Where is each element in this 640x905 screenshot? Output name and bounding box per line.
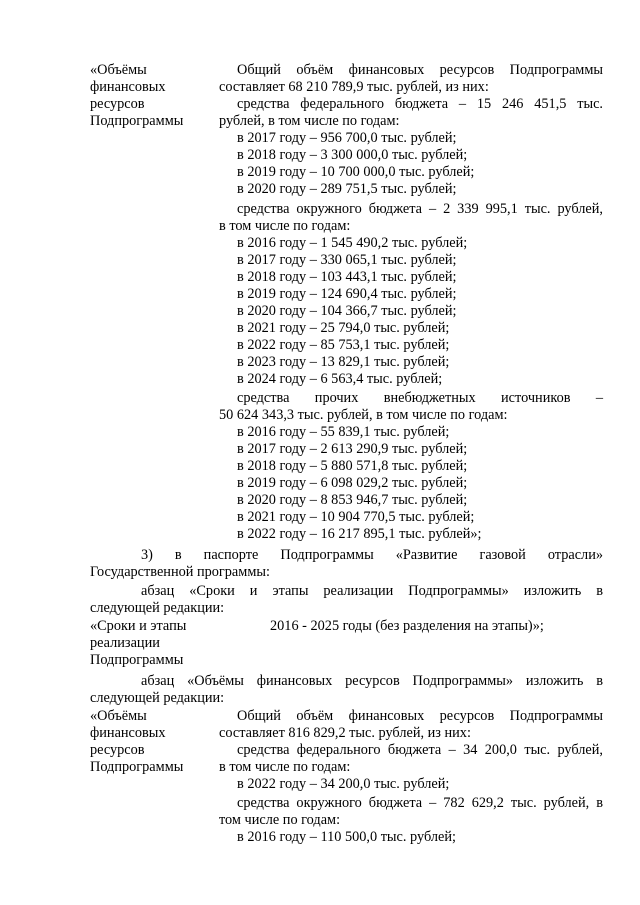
block1-label-line-3: ресурсов [90,96,145,112]
block-srok-label-line-3: Подпрограммы [90,652,184,668]
para3-line-1: 3) в паспорте Подпрограммы «Развитие газовой отрасли» [141,547,603,563]
block1-line: в 2021 году – 10 904 770,5 тыс. рублей; [237,509,475,525]
block1-line: средства окружного бюджета – 2 339 995,1 тыс. рублей, [237,201,603,217]
block1-line: средства прочих внебюджетных источников – [237,390,603,406]
block2-line: в том числе по годам: [219,759,351,775]
block1-line: 50 624 343,3 тыс. рублей, в том числе по годам: [219,407,508,423]
block2-line: средства окружного бюджета – 782 629,2 тыс. рублей, в [237,795,603,811]
block2-line: Общий объём финансовых ресурсов Подпрограммы [237,708,603,724]
block1-line: в том числе по годам: [219,218,351,234]
block1-line: в 2017 году – 956 700,0 тыс. рублей; [237,130,457,146]
para3-line-2: Государственной программы: [90,564,270,580]
block1-line: в 2016 году – 55 839,1 тыс. рублей; [237,424,450,440]
block1-line: в 2018 году – 5 880 571,8 тыс. рублей; [237,458,468,474]
para-obem-line-1: абзац «Объёмы финансовых ресурсов Подпрограммы» изложить в [141,673,603,689]
block1-line: в 2017 году – 330 065,1 тыс. рублей; [237,252,457,268]
block2-label-line-4: Подпрограммы [90,759,184,775]
block-srok-label-line-2: реализации [90,635,160,651]
block2-label-line-2: финансовых [90,725,166,741]
block2-label-line-3: ресурсов [90,742,145,758]
block1-line: в 2022 году – 85 753,1 тыс. рублей; [237,337,450,353]
block1-label-line-1: «Объёмы [90,62,147,78]
block1-line: в 2021 году – 25 794,0 тыс. рублей; [237,320,450,336]
block1-line: в 2020 году – 104 366,7 тыс. рублей; [237,303,457,319]
block1-line: средства федерального бюджета – 15 246 451,5 тыс. [237,96,603,112]
block2-label-line-1: «Объёмы [90,708,147,724]
block1-label-line-4: Подпрограммы [90,113,184,129]
block2-line: средства федерального бюджета – 34 200,0 тыс. рублей, [237,742,603,758]
block1-line: рублей, в том числе по годам: [219,113,400,129]
block2-line: в 2022 году – 34 200,0 тыс. рублей; [237,776,450,792]
block1-line: в 2023 году – 13 829,1 тыс. рублей; [237,354,450,370]
block2-line: в 2016 году – 110 500,0 тыс. рублей; [237,829,456,845]
para-obem-line-2: следующей редакции: [90,690,225,706]
block1-line: в 2022 году – 16 217 895,1 тыс. рублей»; [237,526,482,542]
block-srok-value: 2016 - 2025 годы (без разделения на этапы)»; [270,618,544,634]
block2-line: том числе по годам: [219,812,341,828]
block1-line: в 2018 году – 3 300 000,0 тыс. рублей; [237,147,468,163]
block1-label-line-2: финансовых [90,79,166,95]
block1-line: в 2020 году – 289 751,5 тыс. рублей; [237,181,457,197]
block1-line: в 2018 году – 103 443,1 тыс. рублей; [237,269,457,285]
block1-line: в 2019 году – 6 098 029,2 тыс. рублей; [237,475,468,491]
para-srok-line-2: следующей редакции: [90,600,225,616]
block2-line: составляет 816 829,2 тыс. рублей, из них: [219,725,471,741]
block1-line: составляет 68 210 789,9 тыс. рублей, из них: [219,79,489,95]
para-srok-line-1: абзац «Сроки и этапы реализации Подпрограммы» изложить в [141,583,603,599]
block1-line: в 2019 году – 10 700 000,0 тыс. рублей; [237,164,475,180]
block1-line: в 2019 году – 124 690,4 тыс. рублей; [237,286,457,302]
block1-line: в 2016 году – 1 545 490,2 тыс. рублей; [237,235,468,251]
block1-line: в 2017 году – 2 613 290,9 тыс. рублей; [237,441,468,457]
block1-line: Общий объём финансовых ресурсов Подпрограммы [237,62,603,78]
block-srok-label-line-1: «Сроки и этапы [90,618,187,634]
block1-line: в 2020 году – 8 853 946,7 тыс. рублей; [237,492,468,508]
block1-line: в 2024 году – 6 563,4 тыс. рублей; [237,371,443,387]
